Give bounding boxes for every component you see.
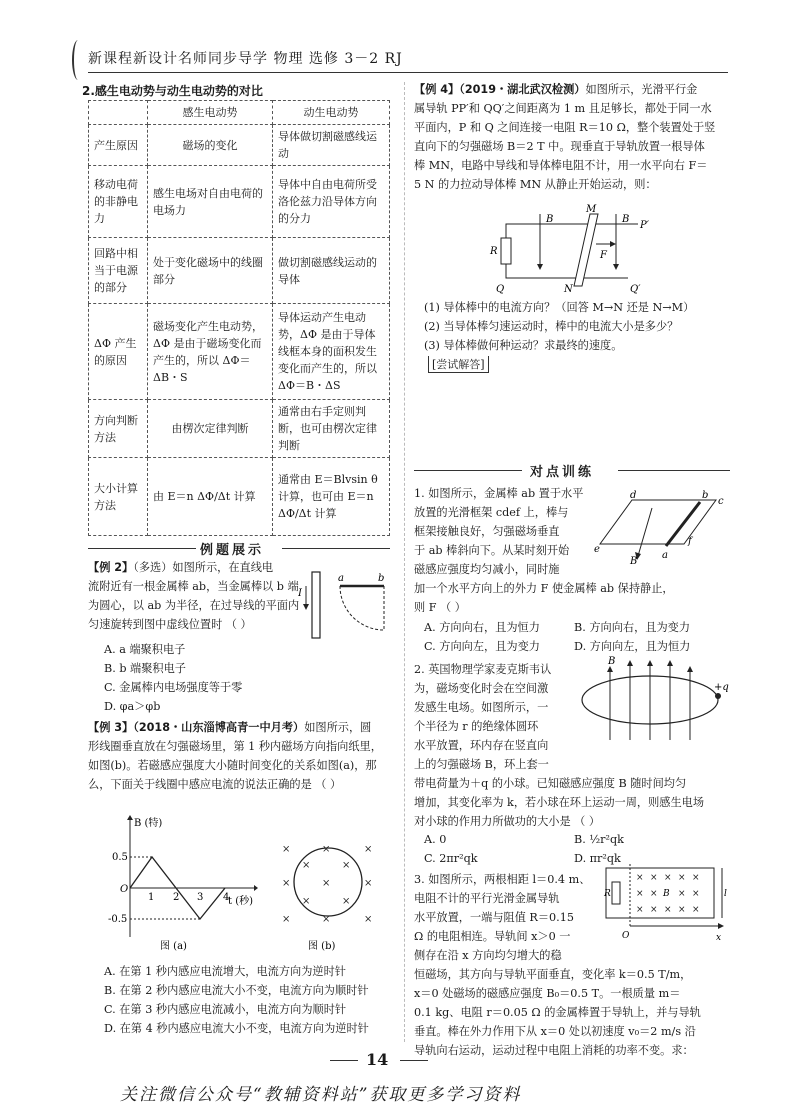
table-cell: 做切割磁感线运动的导体	[273, 238, 390, 304]
text-line: 棒 MN，电路中导线和导体棒电阻不计，用一水平向右 F＝	[414, 159, 708, 172]
text-line: 为，磁场变化时会在空间激	[414, 682, 549, 695]
footer-note: 关注微信公众号“教辅资料站”获取更多学习资料	[120, 1085, 522, 1105]
example-3-stem	[88, 718, 393, 794]
x-axis-label: t (秒)	[228, 896, 253, 907]
text-line: 水平放置，环内存在竖直向	[414, 739, 549, 752]
table-cell: 处于变化磁场中的线圈部分	[148, 238, 273, 304]
field-lines	[610, 662, 690, 740]
option-c: C. 金属棒内电场强度等于零	[104, 681, 243, 694]
text-line: 形线圈垂直放在匀强磁场里，第 1 秒内磁场方向指向纸里，	[88, 740, 382, 753]
text-line: 为圆心，以 ab 为半径，在过导线的平面内	[88, 599, 300, 612]
column-divider	[404, 82, 405, 1042]
text-line: 带电荷量为＋q 的小球。已知磁感应强度 B 随时间均匀	[414, 777, 687, 790]
a-label: a	[662, 550, 668, 561]
table-cell: 导体中自由电荷所受洛伦兹力沿导体方向的分力	[273, 166, 390, 238]
field-arrow	[613, 264, 619, 270]
rod-m-label: M	[586, 204, 597, 215]
svg-text:×: ×	[342, 860, 351, 871]
example-2-tag: 【例 2】	[88, 561, 134, 574]
field-label: B	[630, 556, 638, 566]
svg-text:×: ×	[322, 878, 331, 889]
field-line	[638, 508, 652, 556]
text-line: 垂直。棒在外力作用下从 x＝0 处以初速度 v₀＝2 m/s 沿	[414, 1025, 696, 1038]
text-line: 个半径为 r 的绝缘体圆环	[414, 720, 539, 733]
page-header: 新课程新设计名师同步导学 物理 选修 3－2 RJ	[88, 51, 403, 67]
svg-text:×: ×	[692, 873, 700, 883]
option-b: B. 方向向右，且为变力	[574, 621, 691, 634]
current-arrowhead	[303, 604, 309, 610]
section-title: 2.感生电动势与动生电动势的对比	[82, 84, 263, 98]
examples-banner: 例题展示	[200, 543, 265, 558]
option-d: D. 方向向左，且为恒力	[574, 640, 691, 653]
c-label: c	[718, 496, 724, 507]
text-line: Ω 的电阻相连。导轨间 x＞0 一	[414, 930, 571, 943]
table-cell: 移动电荷的非静电力	[89, 166, 148, 238]
option-b: B. 在第 2 秒内感应电流大小不变，电流方向为顺时针	[104, 984, 369, 997]
table-row	[89, 304, 390, 400]
table-row	[89, 166, 390, 238]
text-line: 直向下的匀强磁场 B＝2 T 中。现垂直于导轨放置一根导体	[414, 140, 705, 153]
f-label: f	[688, 536, 692, 547]
text-line: 对小球的作用力所做功的大小是 （ ）	[414, 815, 601, 828]
svg-text:×: ×	[692, 905, 700, 915]
svg-text:×: ×	[636, 889, 644, 899]
conductor-rod	[574, 214, 598, 286]
text-line: 则 F （ ）	[414, 601, 466, 614]
field-label: B	[622, 214, 630, 225]
rotation-arc	[340, 586, 384, 630]
field-arrow	[537, 264, 543, 270]
svg-text:×: ×	[692, 889, 700, 899]
table-cell: 大小计算方法	[89, 458, 148, 536]
svg-text:×: ×	[678, 905, 686, 915]
svg-text:×: ×	[342, 896, 351, 907]
question-2: (2) 当导体棒匀速运动时，棒中的电流大小是多少？	[424, 320, 679, 333]
example-2-figure	[298, 566, 390, 642]
rod-ab	[666, 502, 700, 546]
svg-text:×: ×	[678, 873, 686, 883]
svg-text:×: ×	[664, 873, 672, 883]
end-b-label: b	[378, 573, 385, 584]
banner-rule-left	[88, 548, 196, 549]
question-3-figure	[600, 862, 732, 948]
table-row	[89, 125, 390, 166]
origin-label: O	[622, 931, 630, 941]
caption-a: 图 (a)	[160, 941, 187, 952]
page-number-rule	[330, 1060, 358, 1061]
end-a-label: a	[338, 573, 344, 584]
x-axis-arrow	[254, 885, 258, 891]
table-cell: 方向判断方法	[89, 400, 148, 458]
svg-text:×: ×	[678, 889, 686, 899]
text-line: 2. 英国物理学家麦克斯韦认	[414, 663, 552, 676]
resistor-label: R	[490, 246, 498, 257]
option-a: A. 方向向右，且为恒力	[424, 621, 540, 634]
example-3-tag: 【例 3】	[88, 721, 134, 734]
text-line: 平面内，P 和 Q 之间连接一电阻 R＝10 Ω，整个装置处于竖	[414, 121, 716, 134]
table-cell: 磁场变化产生电动势，ΔΦ 是由于磁场变化而产生的，所以 ΔΦ＝ΔB・S	[148, 304, 273, 400]
example-4-figure	[488, 204, 658, 296]
training-banner: 对点训练	[530, 465, 595, 480]
svg-text:×: ×	[302, 860, 311, 871]
table-row	[89, 400, 390, 458]
text-line: 恒磁场，其方向与导轨平面垂直，变化率 k＝0.5 T/m，	[414, 968, 692, 981]
x-label: x	[716, 933, 722, 943]
x-tick: 3	[197, 892, 204, 903]
y-tick: 0.5	[112, 852, 128, 863]
table-cell: 产生原因	[89, 125, 148, 166]
text-line: 导轨向右运动，运动过程中电阻上消耗的功率不变。求：	[414, 1044, 694, 1057]
x-axis-arrow	[718, 923, 724, 929]
svg-text:×: ×	[650, 905, 658, 915]
d-label: d	[630, 490, 637, 501]
x-tick: 2	[173, 892, 180, 903]
banner-rule-right	[618, 470, 730, 471]
y-axis-arrow	[127, 815, 133, 820]
svg-text:×: ×	[322, 844, 331, 855]
option-a: A. a 端聚积电子	[104, 643, 186, 656]
table-header-row	[89, 101, 390, 125]
option-c: C. 2πr²qk	[424, 852, 478, 865]
table-cell: ΔΦ 产生的原因	[89, 304, 148, 400]
banner-rule-right	[282, 548, 390, 549]
text-line: 水平放置，一端与阻值 R＝0.15	[414, 911, 574, 924]
comparison-table	[88, 100, 390, 536]
svg-text:×: ×	[282, 914, 291, 925]
field-crosses	[282, 844, 372, 925]
question-1-options	[424, 618, 724, 656]
text-line: 0.1 kg、电阻 r＝0.05 Ω 的金属棒置于导轨上，并与导轨	[414, 1006, 701, 1019]
example-3-source: （2018・山东淄博高青一中月考）	[133, 721, 305, 734]
example-3-graph-a	[108, 812, 258, 952]
text-line: 如图(b)。若磁感应强度大小随时间变化的关系如图(a)，那	[88, 759, 377, 772]
text-line: 如图所示，圆	[304, 721, 372, 734]
svg-text:×: ×	[364, 878, 373, 889]
charge-label: +q	[714, 682, 729, 693]
example-3-options	[104, 962, 369, 1038]
text-line: 5 N 的力拉动导体棒 MN 从静止开始运动，则：	[414, 178, 657, 191]
text-line: x＝0 处磁场的磁感应强度 B₀＝0.5 T。一根质量 m＝	[414, 987, 681, 1000]
text-line: 于 ab 棒斜向下。从某时刻开始	[414, 544, 570, 557]
charged-ball	[715, 693, 721, 699]
b-label: b	[702, 490, 709, 501]
table-cell: 导体做切割磁感线运动	[273, 125, 390, 166]
p-prime-label: P′	[640, 220, 649, 231]
table-cell: 由楞次定律判断	[148, 400, 273, 458]
text-line: （多选）如图所示，在直线电	[133, 561, 274, 574]
y-tick: -0.5	[108, 914, 128, 925]
question-1-figure	[592, 490, 732, 566]
resistor	[612, 882, 620, 904]
frame	[600, 500, 716, 544]
field-label: B	[663, 889, 670, 899]
text-line: 如图所示，光滑平行金	[585, 83, 698, 96]
svg-text:×: ×	[364, 844, 373, 855]
example-4-tag: 【例 4】	[414, 83, 460, 96]
table-row	[89, 458, 390, 536]
force-arrowhead	[610, 241, 616, 247]
field-label: B	[546, 214, 554, 225]
table-cell: 回路中相当于电源的部分	[89, 238, 148, 304]
text-line: 流附近有一根金属棒 ab，当金属棒以 b 端	[88, 580, 299, 593]
svg-text:×: ×	[322, 914, 331, 925]
origin-label: O	[120, 884, 129, 895]
example-4-source: （2019・湖北武汉检测）	[459, 83, 586, 96]
rod-n-label: N	[564, 284, 573, 295]
width-label: l	[724, 889, 727, 899]
text-line: 1. 如图所示，金属棒 ab 置于水平	[414, 487, 584, 500]
example-2-options	[104, 640, 242, 716]
header-rule	[88, 72, 728, 73]
table-cell: 通常由右手定则判断，也可由楞次定律判断	[273, 400, 390, 458]
svg-text:×: ×	[282, 844, 291, 855]
caption-b: 图 (b)	[308, 941, 336, 952]
current-label: I	[298, 588, 302, 599]
table-header-cell: 动生电动势	[273, 101, 390, 125]
option-d: D. πr²qk	[574, 852, 621, 865]
example-3-graph-b	[280, 842, 380, 952]
x-tick: 4	[223, 892, 230, 903]
example-2-stem	[88, 558, 313, 634]
text-line: 3. 如图所示，两根相距 l＝0.4 m、	[414, 873, 591, 886]
table-cell: 通常由 E＝Blvsin θ 计算，也可由 E＝n ΔΦ/Δt 计算	[273, 458, 390, 536]
field-label: B	[608, 656, 616, 667]
text-line: 属导轨 PP′和 QQ′之间距离为 1 m 且足够长，都处于同一水	[414, 102, 712, 115]
option-c: C. 方向向左，且为变力	[424, 640, 540, 653]
text-line: 发感生电场。如图所示，一	[414, 701, 549, 714]
q-prime-label: Q′	[630, 284, 641, 295]
table-cell: 磁场的变化	[148, 125, 273, 166]
option-b: B. b 端聚积电子	[104, 662, 186, 675]
question-2-figure	[574, 654, 734, 748]
svg-text:×: ×	[636, 873, 644, 883]
force-label: F	[600, 250, 607, 261]
y-axis-label: B (特)	[134, 818, 163, 829]
wire	[312, 572, 320, 638]
svg-text:×: ×	[302, 896, 311, 907]
text-line: 磁感应强度均匀减小，同时施	[414, 563, 560, 576]
table-row	[89, 238, 390, 304]
example-4-questions	[424, 298, 694, 355]
header-ornament	[72, 40, 84, 80]
table-header-cell: 感生电动势	[148, 101, 273, 125]
text-line: 么，下面关于线圈中感应电流的说法正确的是 （ ）	[88, 778, 342, 791]
text-line: 电阻不计的平行光滑金属导轨	[414, 892, 560, 905]
q-label: Q	[496, 284, 505, 295]
option-d: D. φa＞φb	[104, 700, 161, 713]
option-a: A. 0	[424, 833, 447, 846]
option-c: C. 在第 3 秒内感应电流减小，电流方向为顺时针	[104, 1003, 347, 1016]
svg-text:×: ×	[664, 905, 672, 915]
svg-text:×: ×	[636, 905, 644, 915]
resistor	[501, 238, 511, 264]
text-line: 加一个水平方向上的外力 F 使金属棒 ab 保持静止，	[414, 582, 674, 595]
text-line: 放置的光滑框架 cdef 上，棒与	[414, 506, 569, 519]
rails	[506, 224, 638, 278]
svg-text:×: ×	[650, 873, 658, 883]
svg-text:×: ×	[650, 889, 658, 899]
resistor-label: R	[604, 889, 611, 899]
text-line: 上的匀强磁场 B，环上套一	[414, 758, 549, 771]
text-line: 匀速旋转到图中虚线位置时 （ ）	[88, 618, 252, 631]
table-cell: 感生电场对自由电荷的电场力	[148, 166, 273, 238]
option-d: D. 在第 4 秒内感应电流大小不变，电流方向为逆时针	[104, 1022, 369, 1035]
option-b: B. ½r²qk	[574, 833, 624, 846]
table-cell: 由 E＝n ΔΦ/Δt 计算	[148, 458, 273, 536]
question-3: (3) 导体棒做何种运动？求最终的速度。	[424, 339, 623, 352]
page-number-rule	[400, 1060, 428, 1061]
text-line: 侧存在沿 x 方向均匀增大的稳	[414, 949, 562, 962]
page-number: 14	[366, 1050, 389, 1069]
x-tick: 1	[148, 892, 155, 903]
svg-text:×: ×	[282, 878, 291, 889]
answer-label: [尝试解答]	[428, 356, 489, 373]
table-header-cell	[89, 101, 148, 125]
table-cell: 导体运动产生电动势，ΔΦ 是由于导体线框本身的面积发生变化而产生的，所以 ΔΦ＝B・ΔS	[273, 304, 390, 400]
e-label: e	[594, 544, 600, 555]
option-a: A. 在第 1 秒内感应电流增大，电流方向为逆时针	[104, 965, 346, 978]
text-line: 增加，其变化率为 k，若小球在环上运动一周，则感生电场	[414, 796, 705, 809]
question-1: (1) 导体棒中的电流方向？（回答 M→N 还是 N→M）	[424, 301, 695, 314]
svg-text:×: ×	[364, 914, 373, 925]
text-line: 框架接触良好，匀强磁场垂直	[414, 525, 560, 538]
example-4-stem	[414, 80, 732, 194]
banner-rule-left	[414, 470, 522, 471]
